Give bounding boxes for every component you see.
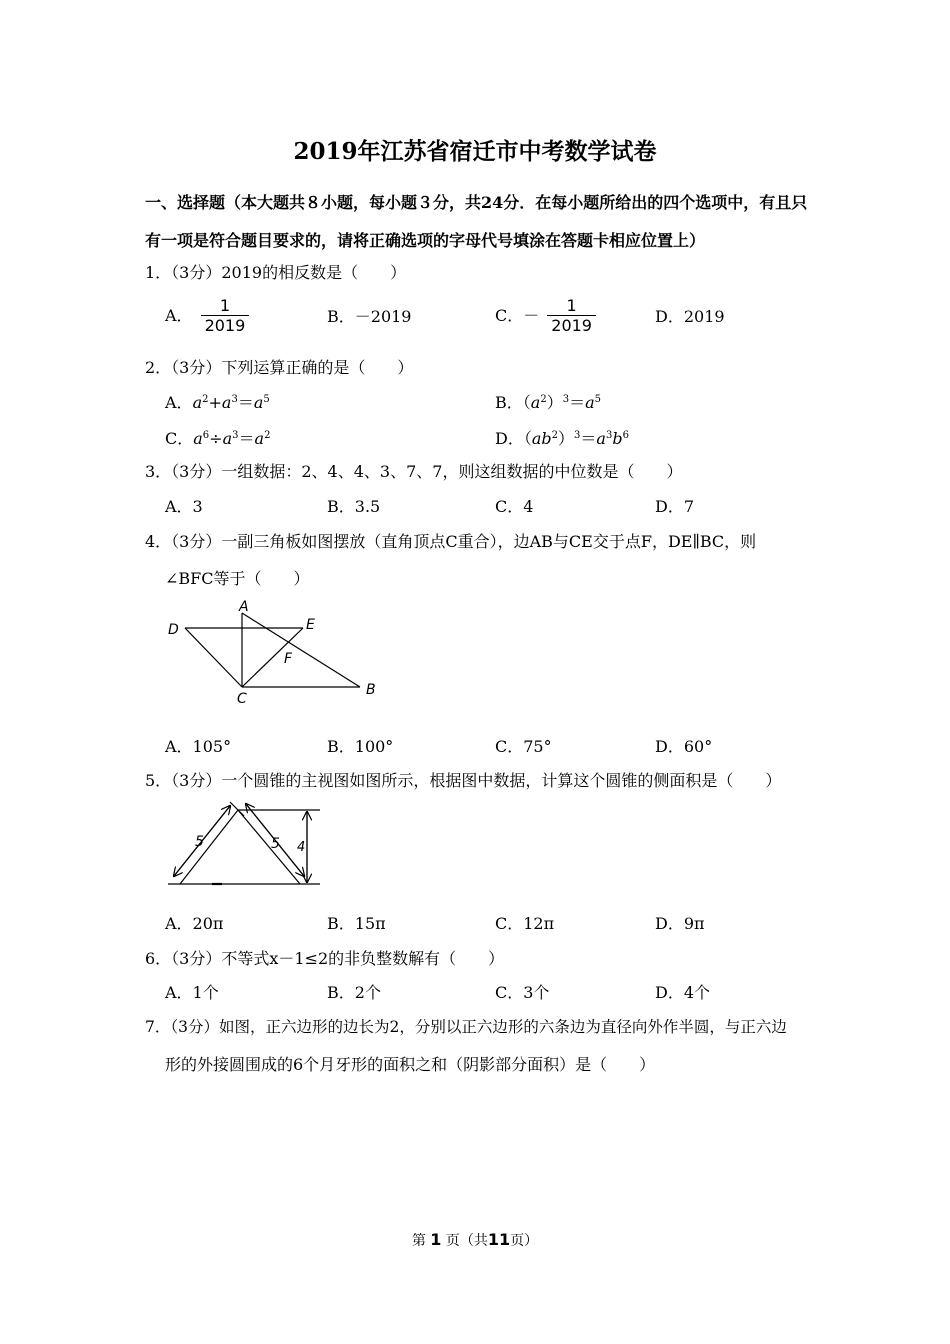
question-7-stem-line2: 形的外接圆围成的6个月牙形的面积之和（阴影部分面积）是（ ） <box>165 1055 656 1074</box>
question-4-option-d: D．60° <box>655 737 713 756</box>
question-4-option-b: B．100° <box>327 737 394 756</box>
label-C: C <box>237 691 247 707</box>
numerator: 1 <box>547 297 596 316</box>
label-slant-right: 5 <box>271 836 280 852</box>
label-slant-left: 5 <box>195 834 204 850</box>
question-6-option-c: C．3个 <box>495 983 550 1002</box>
label-A: A <box>239 599 249 615</box>
question-3-option-a: A．3 <box>165 497 203 516</box>
question-2-option-d: D．$(ab^2)^3=a^3b^6$ <box>495 429 629 448</box>
question-6-stem: 6．（3分）不等式x－1≤2的非负整数解有（ ） <box>145 949 505 968</box>
question-1-option-b: B．－2019 <box>327 307 412 326</box>
question-7-stem-line1: 7．（3分）如图，正六边形的边长为2，分别以正六边形的六条边为直径向外作半圆，与正六边 <box>145 1018 787 1036</box>
fraction <box>201 297 250 336</box>
numerator: 1 <box>201 297 250 316</box>
option-label: C． <box>495 306 524 325</box>
question-3-option-d: D．7 <box>655 497 695 516</box>
question-5-option-c: C．12π <box>495 914 555 933</box>
question-4-triangle-figure <box>160 595 390 710</box>
label-height: 4 <box>297 840 306 855</box>
question-4-option-a: A．105° <box>165 737 232 756</box>
question-5-option-d: D．9π <box>655 914 705 933</box>
question-1-option-d: D．2019 <box>655 307 725 326</box>
denominator: 2019 <box>204 316 246 335</box>
question-2-stem: 2．（3分）下列运算正确的是（ ） <box>145 358 414 377</box>
section-heading-line2: 有一项是符合题目要求的，请将正确选项的字母代号填涂在答题卡相应位置上） <box>145 231 706 250</box>
question-3-option-b: B．3.5 <box>327 497 381 516</box>
question-3-stem: 3．（3分）一组数据：2、4、4、3、7、7，则这组数据的中位数是（ ） <box>145 462 683 481</box>
page-title: 2019年江苏省宿迁市中考数学试卷 <box>293 138 657 165</box>
label-F: F <box>284 651 293 667</box>
denominator: 2019 <box>551 316 592 335</box>
question-2-option-c: C．$a^6\div a^3=a^2$ <box>165 429 271 448</box>
option-label: A． <box>165 306 193 325</box>
label-E: E <box>306 617 315 633</box>
question-2-option-a: A．$a^2+a^3=a^5$ <box>165 393 270 412</box>
question-4-option-c: C．75° <box>495 737 552 756</box>
question-1-option-c <box>495 297 596 336</box>
label-D: D <box>168 622 179 638</box>
question-6-option-d: D．4个 <box>655 983 711 1002</box>
current-page-number: 1 <box>430 1230 442 1249</box>
section-heading-line1: 一、选择题（本大题共８小题，每小题３分，共24分．在每小题所给出的四个选项中，有且只 <box>145 193 808 212</box>
question-6-option-a: A．1个 <box>165 983 219 1002</box>
question-5-cone-figure <box>160 798 330 893</box>
question-5-stem: 5．（3分）一个圆锥的主视图如图所示，根据图中数据，计算这个圆锥的侧面积是（ ） <box>145 771 782 790</box>
page-footer: 第 1 页（共11页） <box>411 1230 539 1249</box>
question-6-option-b: B．2个 <box>327 983 381 1002</box>
minus-sign: － <box>523 306 540 325</box>
label-B: B <box>366 682 376 698</box>
question-1-stem: 1．（3分）2019的相反数是（ ） <box>145 263 407 282</box>
question-2-option-b: B．$(a^2)^3=a^5$ <box>495 393 602 412</box>
question-5-option-a: A．20π <box>165 914 224 933</box>
question-5-option-b: B．15π <box>327 914 386 933</box>
question-4-stem-line2: ∠BFC等于（ ） <box>165 569 310 588</box>
question-3-option-c: C．4 <box>495 497 534 516</box>
question-1-option-a <box>165 297 249 336</box>
question-4-stem-line1: 4．（3分）一副三角板如图摆放（直角顶点C重合），边AB与CE交于点F，DE∥BC，则 <box>145 532 757 551</box>
fraction <box>547 297 596 336</box>
total-page-number: 11 <box>487 1230 511 1249</box>
